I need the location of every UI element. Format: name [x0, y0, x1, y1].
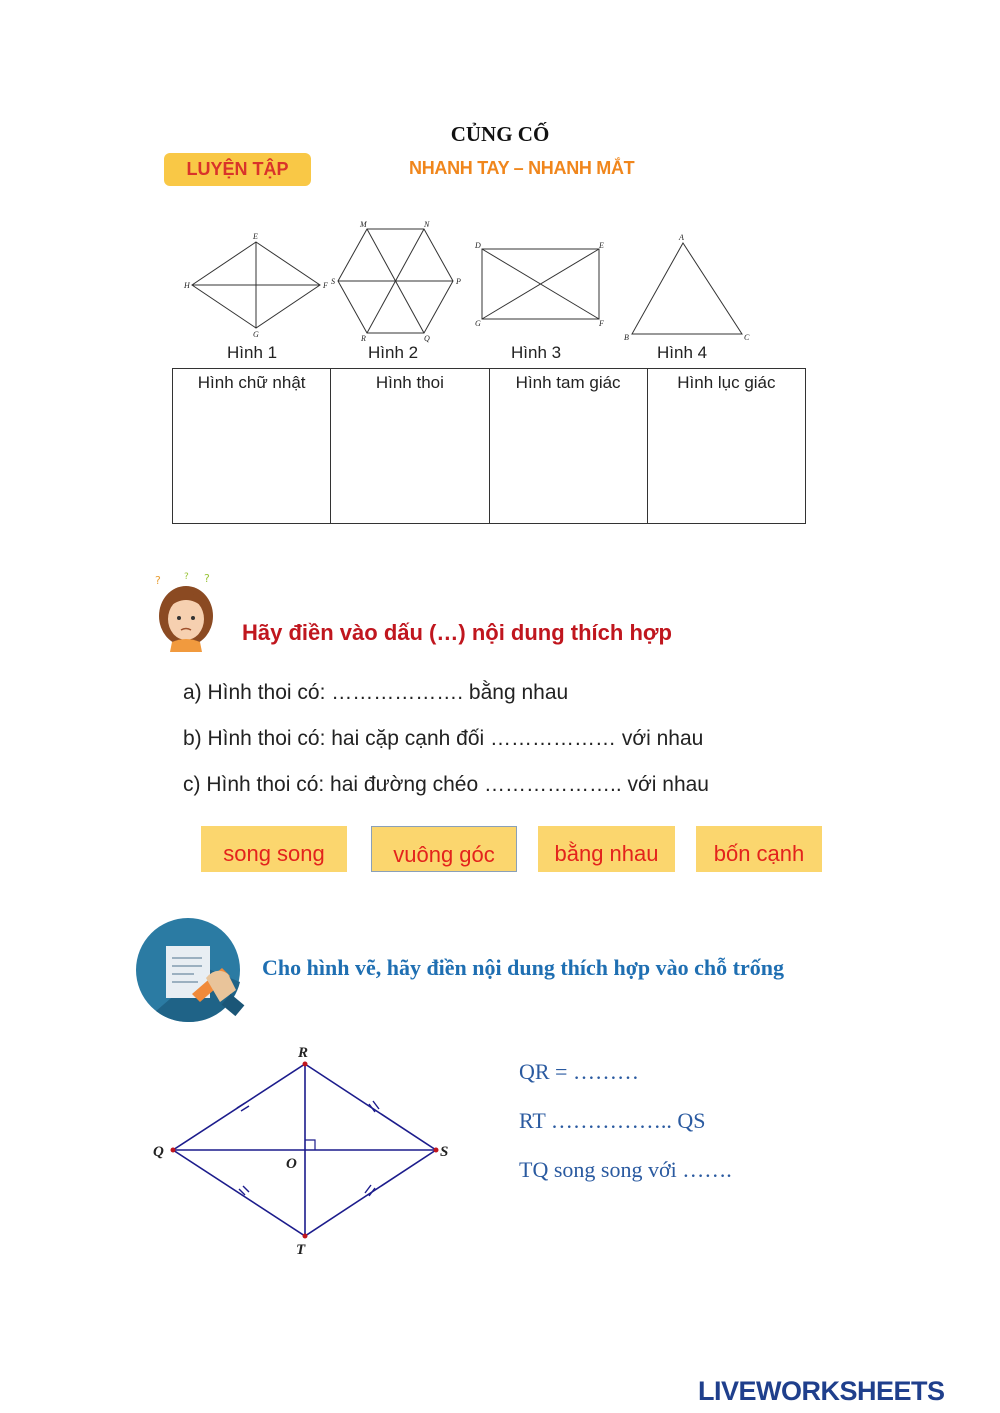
svg-text:?: ? [155, 574, 161, 587]
figure-label: Hình 3 [511, 343, 562, 362]
fig2-point-label: N [424, 220, 430, 229]
option-chip-vuong-goc[interactable]: vuông góc [371, 826, 517, 872]
column-header: Hình tam giác [515, 373, 621, 392]
drop-zone-triangle[interactable] [489, 369, 647, 524]
option-chip-bang-nhau[interactable]: bằng nhau [538, 826, 675, 872]
figures-row [170, 215, 790, 345]
figure-4-triangle [632, 243, 742, 334]
column-header: Hình chữ nhật [197, 373, 306, 392]
thinking-girl-icon [150, 570, 225, 652]
fig4-point-label: A [679, 233, 684, 242]
fig1-point-label: F [323, 281, 328, 290]
fig2-point-label: S [331, 277, 335, 286]
page-title: CỦNG CỐ [450, 122, 550, 146]
rhombus-exercise-title: Cho hình vẽ, hãy điền nội dung thích hợp vào chỗ trống [262, 955, 784, 980]
fig4-point-label: C [744, 333, 750, 342]
column-header: Hình thoi [375, 373, 444, 392]
fig1-point-label: G [253, 330, 259, 339]
fig1-point-label: E [253, 232, 258, 241]
rhombus-point-label: O [286, 1156, 297, 1172]
sorting-table [172, 368, 806, 524]
section-subtitle: NHANH TAY – NHANH MẮT [409, 158, 635, 178]
fig3-point-label: F [599, 319, 604, 328]
worksheet-pencil-icon [136, 918, 246, 1024]
rhombus-diagram [150, 1040, 460, 1260]
figure-label: Hình 1 [227, 343, 278, 362]
rhombus-point-label: Q [153, 1144, 164, 1160]
fig3-point-label: D [475, 241, 481, 250]
figure-label: Hình 4 [657, 343, 708, 362]
option-chip-song-song[interactable]: song song [201, 826, 347, 872]
rhombus-point-label: T [296, 1242, 306, 1258]
exercise-title: Hãy điền vào dấu (…) nội dung thích hợp [242, 620, 672, 645]
fig4-point-label: B [624, 333, 629, 342]
statement-a: a) Hình thoi có: ………………. bằng nhau [183, 681, 569, 704]
statement-b: b) Hình thoi có: hai cặp cạnh đối ……………… với nhau [183, 727, 704, 750]
practice-badge: LUYỆN TẬP [164, 153, 311, 186]
drop-zone-hexagon[interactable] [647, 369, 805, 524]
svg-text:?: ? [204, 572, 210, 585]
figure-3-rectangle [482, 249, 599, 319]
fig2-point-label: Q [424, 334, 430, 343]
option-chip-bon-canh[interactable]: bốn cạnh [696, 826, 822, 872]
statement-c: c) Hình thoi có: hai đường chéo ……………….. với nhau [183, 773, 709, 796]
equation-1: QR = ……… [519, 1059, 639, 1084]
liveworksheets-logo: LIVEWORKSHEETS [698, 1376, 945, 1406]
column-header: Hình lục giác [677, 373, 776, 392]
fig2-point-label: R [361, 334, 366, 343]
equation-3: TQ song song với ……. [519, 1157, 732, 1182]
rhombus-point-label: S [440, 1144, 449, 1160]
drop-zone-rhombus[interactable] [331, 369, 489, 524]
fig3-point-label: E [599, 241, 604, 250]
rhombus-point-label: R [298, 1045, 309, 1061]
figure-1-rhombus [192, 242, 320, 328]
equation-2: RT …………….. QS [519, 1108, 706, 1133]
drop-zone-rectangle[interactable] [173, 369, 331, 524]
svg-text:?: ? [184, 572, 189, 582]
fig1-point-label: H [184, 281, 190, 290]
fig2-point-label: M [360, 220, 367, 229]
fig2-point-label: P [456, 277, 461, 286]
figure-label: Hình 2 [368, 343, 419, 362]
fig3-point-label: G [475, 319, 481, 328]
figure-2-hexagon [338, 229, 453, 333]
